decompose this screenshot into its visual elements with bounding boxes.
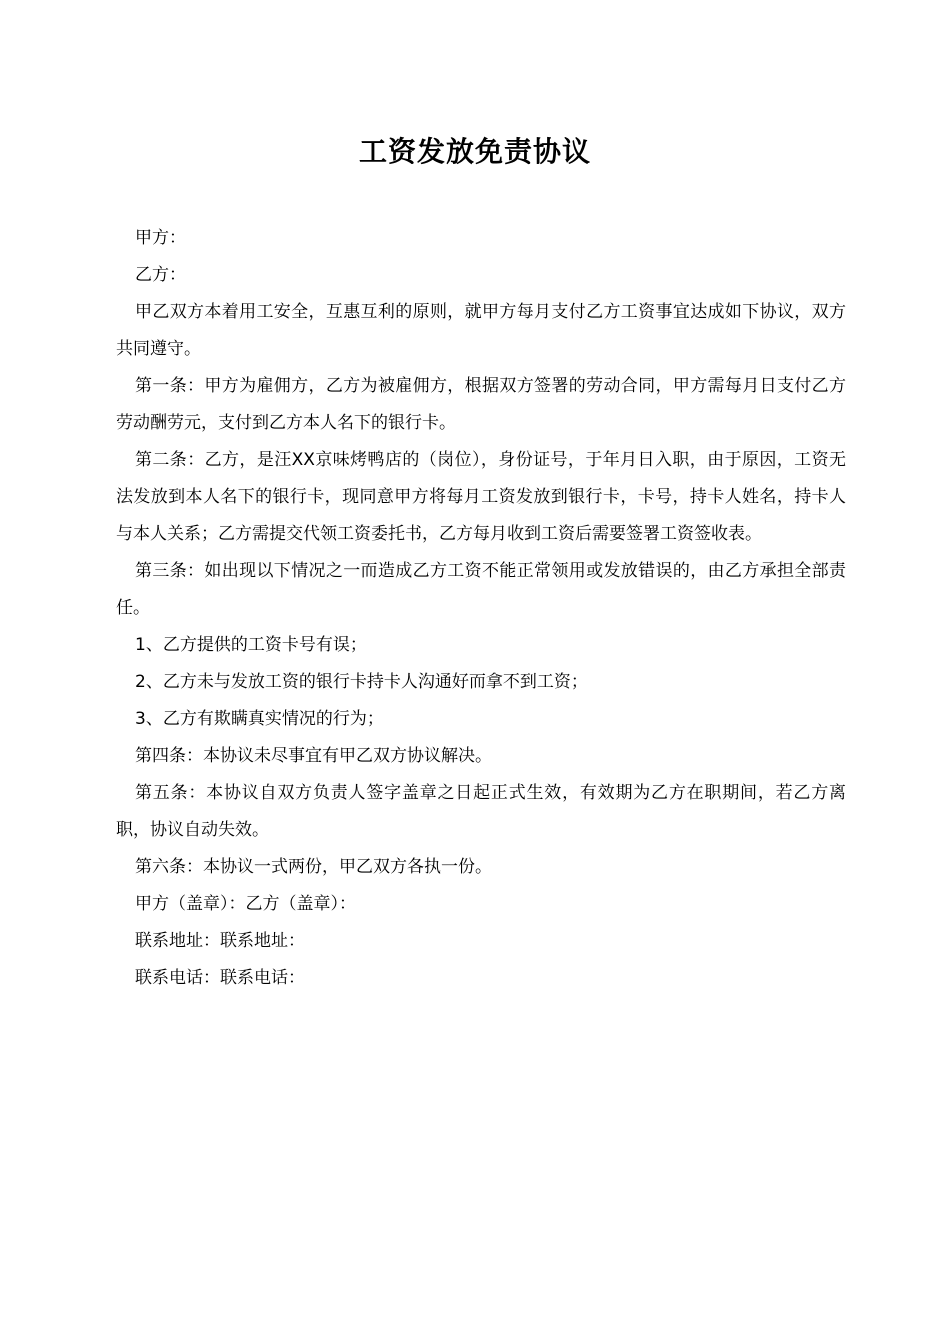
- document-body: [116, 220, 846, 997]
- party-a-line: 甲方：: [135, 228, 186, 248]
- article-4: 第四条：本协议未尽事宜有甲乙双方协议解决。: [135, 746, 492, 766]
- article-2: 第二条：乙方，是汪XX京味烤鸭店的（岗位），身份证号，于年月日入职，由于原因，工资无法发放到本人名下的银行卡，现同意甲方将每月工资发放到银行卡，卡号，持卡人姓名，持卡人与本人关系；乙方需提交代领工资委托书，乙方每月收到工资后需要签署工资签收表。: [116, 450, 846, 544]
- seal-line: 甲方（盖章）：乙方（盖章）：: [135, 894, 356, 914]
- document-title: 工资发放免责协议: [358, 135, 591, 168]
- party-b-line: 乙方：: [135, 265, 186, 285]
- preamble-paragraph: 甲乙双方本着用工安全，互惠互利的原则，就甲方每月支付乙方工资事宜达成如下协议，双方共同遵守。: [116, 302, 846, 359]
- phone-line: 联系电话：联系电话：: [135, 968, 305, 988]
- address-line: 联系地址：联系地址：: [135, 931, 305, 951]
- article-3: 第三条：如出现以下情况之一而造成乙方工资不能正常领用或发放错误的，由乙方承担全部责任。: [116, 561, 846, 618]
- article-3-item-3: 3、乙方有欺瞒真实情况的行为；: [135, 709, 384, 729]
- article-3-item-2: 2、乙方未与发放工资的银行卡持卡人沟通好而拿不到工资；: [135, 672, 588, 692]
- article-1: 第一条：甲方为雇佣方，乙方为被雇佣方，根据双方签署的劳动合同，甲方需每月日支付乙方劳动酬劳元，支付到乙方本人名下的银行卡。: [116, 376, 846, 433]
- article-6: 第六条：本协议一式两份，甲乙双方各执一份。: [135, 857, 492, 877]
- article-3-item-1: 1、乙方提供的工资卡号有误；: [135, 635, 367, 655]
- article-5: 第五条：本协议自双方负责人签字盖章之日起正式生效，有效期为乙方在职期间，若乙方离职，协议自动失效。: [116, 783, 846, 840]
